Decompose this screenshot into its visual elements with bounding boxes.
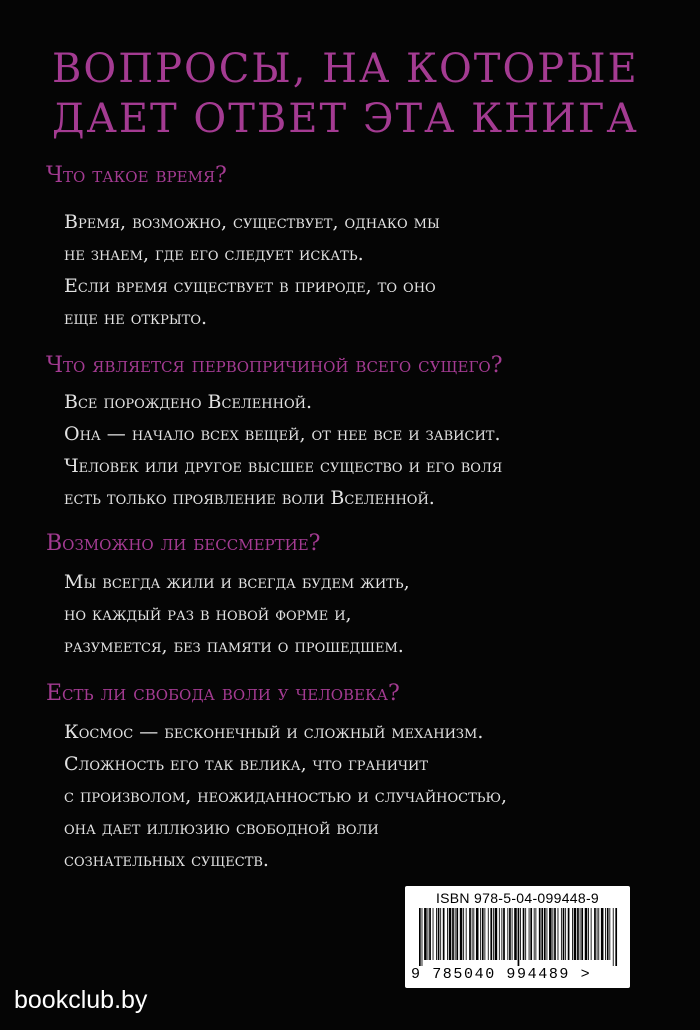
answer-line: Космос — бесконечный и сложный механизм. [64,721,484,743]
barcode-bar [597,908,598,960]
barcode-bar [490,908,492,960]
barcode-bar [554,908,556,960]
barcode-bar [558,908,559,960]
barcode-bar [463,908,464,960]
barcode-bar [534,908,535,960]
barcode-bar [436,908,437,960]
barcode-bar [613,908,614,966]
barcode-bar [456,908,458,960]
barcode-bar [568,908,570,960]
main-title [52,44,672,144]
answer-line: она дает иллюзию свободной воли [64,817,379,839]
barcode-bar [495,908,498,960]
answer-line: Человек или другое высшее существо и его воля [64,455,503,477]
barcode-bar [472,908,473,960]
barcode-bar [433,908,434,960]
barcode-bar [488,908,489,960]
question-first-cause: Что является первопричиной всего сущего? [46,353,503,378]
barcode-bar [512,908,513,960]
answer-line: Если время существует в природе, то оно [64,275,436,297]
barcode-bar [525,908,526,960]
barcode-bar [455,908,456,960]
barcode-bar [594,908,596,960]
barcode-bar [473,908,474,960]
barcode-bar [580,908,581,960]
answer-line: не знаем, где его следует искать. [64,243,364,265]
barcode-bar [452,908,454,960]
main-title-line-2: ДАЕТ ОТВЕТ ЭТА КНИГА [52,96,639,142]
barcode-bar [615,908,617,966]
barcode-bar [447,908,448,960]
barcode-bar [520,908,521,960]
answer-line: Она — начало всех вещей, от нее все и зависит. [64,423,501,445]
barcode-bar [428,908,429,960]
answer-line: Мы всегда жили и всегда будем жить, [64,571,410,593]
main-title-line-1: ВОПРОСЫ, НА КОТОРЫЕ [52,46,639,92]
question-time: Что такое время? [46,163,227,188]
barcode-bar [577,908,579,960]
barcode-bar [552,908,553,960]
barcode-bar [609,908,610,960]
barcode-bar [523,908,525,960]
barcode-bar [449,908,452,960]
isbn-label: ISBN 978-5-04-099448-9 [435,890,600,906]
barcode-bar [549,908,552,960]
answer-line: еще не открыто. [64,307,208,329]
answer-first-cause [64,386,502,514]
barcode-bar [561,908,562,960]
barcode-bar [424,908,427,960]
barcode-bar [605,908,606,960]
barcode-bar [529,908,530,960]
answer-time [64,206,440,334]
answer-line: сознательных существ. [64,849,269,871]
barcode-bar [460,908,463,960]
answer-line: Время, возможно, существует, однако мы [64,211,440,233]
answer-line: есть только проявление воли Вселенной. [64,487,435,509]
answer-free-will [64,716,507,876]
barcode-bar [482,908,484,960]
barcode-bar [601,908,604,960]
barcode-bar [419,908,421,966]
answer-line: с произволом, неожиданностью и случайностью, [64,785,508,807]
barcode-bar [607,908,609,960]
barcode-bar [469,908,471,960]
watermark-site: bookclub.by [14,986,148,1014]
barcode-digits: 9 785040 994489 > [411,966,592,983]
answer-line: но каждый раз в новой форме и, [64,603,352,625]
barcode-bar [443,908,445,960]
barcode-bar [507,908,508,960]
answer-line: Все порождено Вселенной. [64,391,312,413]
barcode-bar [440,908,441,960]
barcode-bar [581,908,583,960]
barcode-bar [563,908,565,960]
barcode-bar [484,908,485,960]
barcode-bar [466,908,467,960]
barcode-bar [572,908,573,960]
barcode-bar [588,908,589,960]
barcode-bar [544,908,546,960]
barcode-bar [499,908,500,960]
barcode-bar [518,908,520,966]
barcode-bar [476,908,479,960]
barcode-bar [574,908,577,960]
barcode-bar [530,908,532,960]
barcode-bar [493,908,494,960]
barcode-bar [591,908,592,960]
isbn-barcode [405,886,630,988]
barcode-bar [565,908,566,960]
barcode-bar [503,908,505,960]
barcode-bar [535,908,536,960]
answer-immortality [64,566,410,662]
answer-line: Сложность его так велика, что граничит [64,753,429,775]
barcode-bar [480,908,481,960]
barcode-bar [547,908,548,960]
question-immortality: Возможно ли бессмертие? [46,531,321,556]
answer-line: разумеется, без памяти о прошедшем. [64,635,404,657]
barcode-bar [514,908,517,960]
barcode-bar [501,908,502,960]
question-free-will: Есть ли свобода воли у человека? [46,681,400,706]
barcode-bar [598,908,599,960]
barcode-bar [422,908,423,966]
barcode-bar [509,908,511,960]
barcode-bar [585,908,588,960]
barcode-bar [429,908,431,960]
barcode-bar [438,908,440,960]
barcode-bar [539,908,541,960]
barcode-bars [411,908,624,966]
barcode-bar [541,908,543,960]
